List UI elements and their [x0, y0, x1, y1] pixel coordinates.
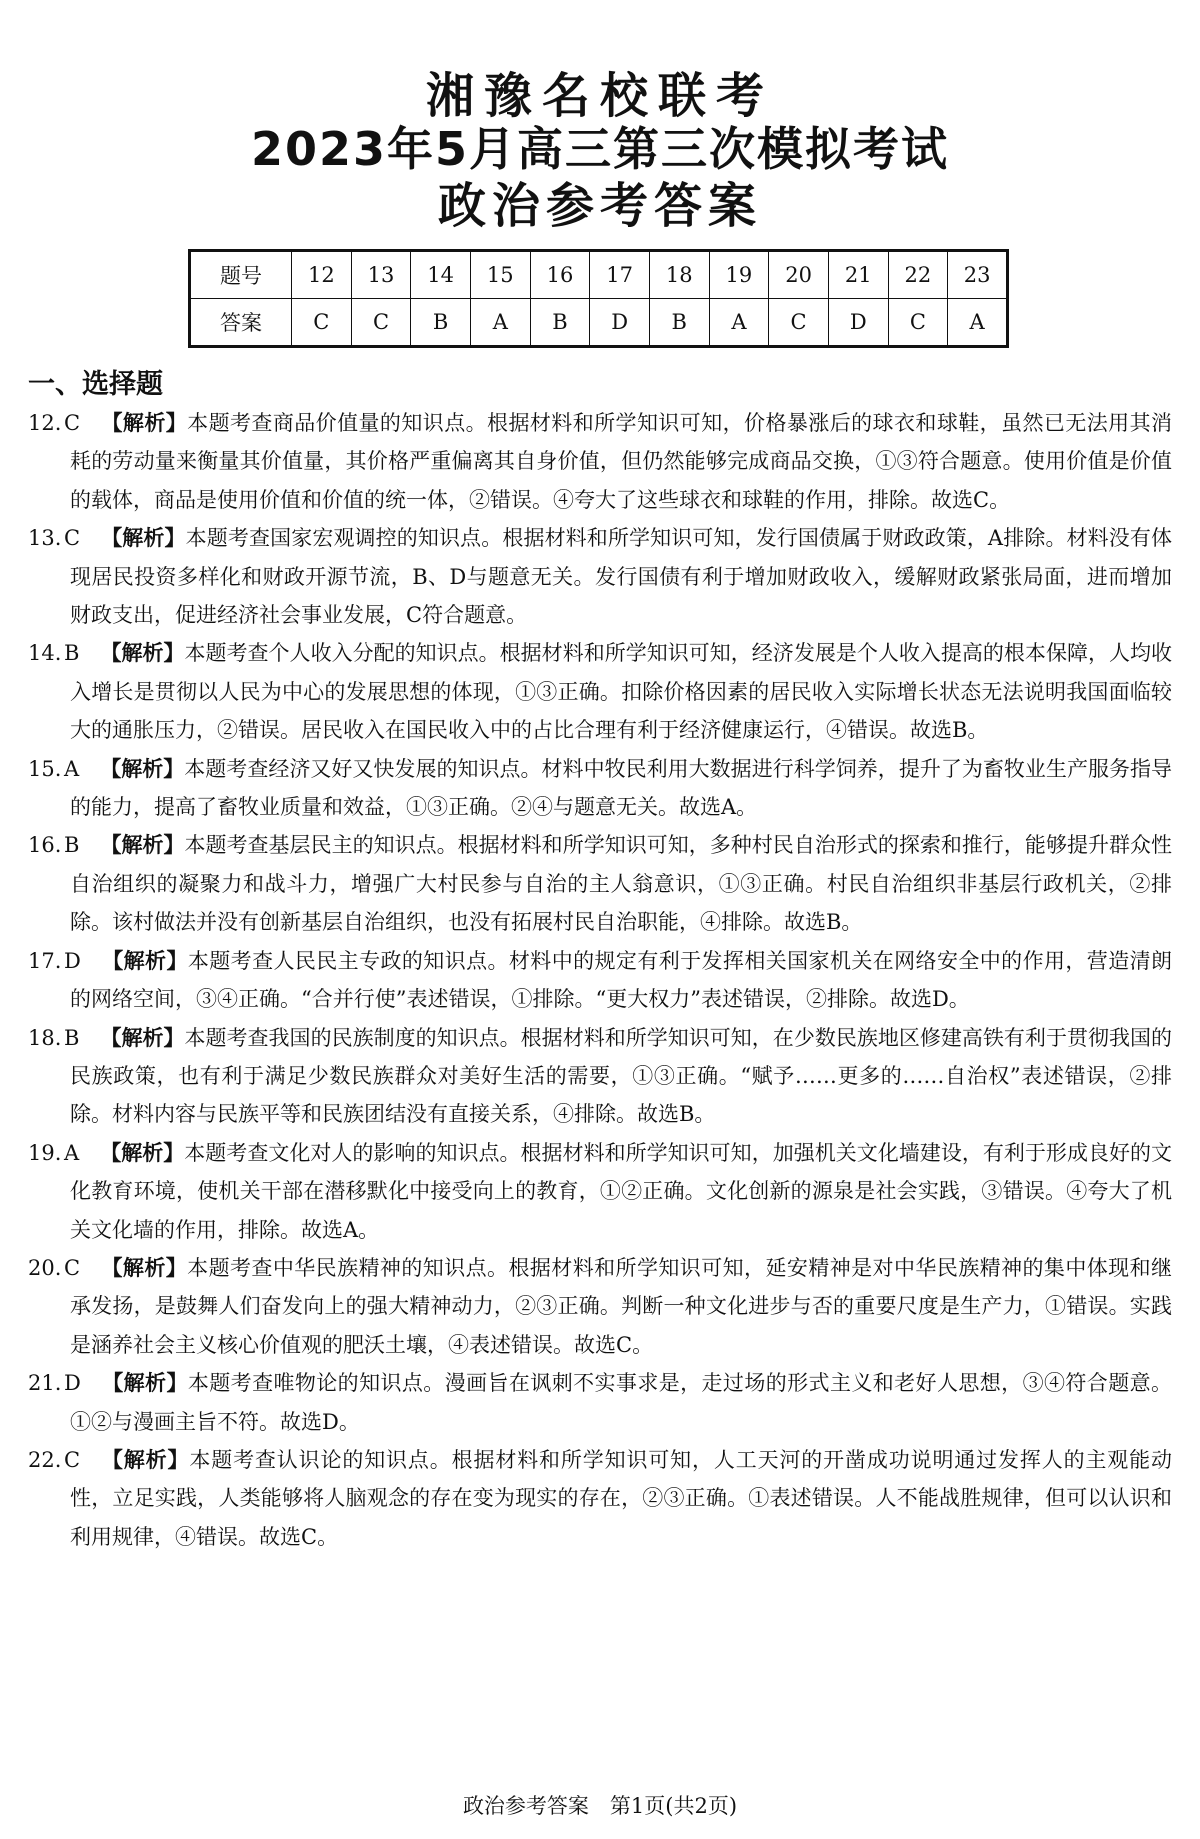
question-answer: A [64, 756, 80, 781]
answer-cell: B [649, 299, 709, 347]
question-explanation [28, 634, 1172, 749]
analysis-text: 本题考查我国的民族制度的知识点。根据材料和所学知识可知，在少数民族地区修建高铁有利于贯彻我国的民族政策，也有利于满足少数民族群众对美好生活的需要，①③正确。“赋予……更多的……自治权”表述错误，②排除。材料内容与民族平等和民族团结没有直接关系，④排除。故选B。 [70, 1025, 1173, 1127]
analysis-tag: 【解析】 [101, 947, 188, 973]
answer-cell: D [828, 299, 888, 347]
exam-org-title: 湘豫名校联考 [425, 68, 774, 124]
answer-cell: B [530, 299, 590, 347]
analysis-text: 本题考查国家宏观调控的知识点。根据材料和所学知识可知，发行国债属于财政政策，A排除。材料没有体现居民投资多样化和财政开源节流，B、D与题意无关。发行国债有利于增加财政收入，缓解财政紧张局面，进而增加财政支出，促进经济社会事业发展，C符合题意。 [70, 526, 1173, 628]
question-explanation [28, 1134, 1172, 1249]
analysis-text: 本题考查经济又好又快发展的知识点。材料中牧民利用大数据进行科学饲养，提升了为畜牧业生产服务指导的能力，提高了畜牧业质量和效益，①③正确。②④与题意无关。故选A。 [70, 756, 1173, 820]
exam-name-title: 2023年5月高三第三次模拟考试 [250, 122, 950, 176]
question-number-cell: 17 [590, 251, 650, 299]
question-number: 20. [28, 1255, 62, 1280]
answer-cell: C [769, 299, 829, 347]
question-explanation [28, 826, 1172, 941]
question-number: 14. [28, 641, 62, 666]
question-explanation [28, 519, 1172, 634]
question-number: 13. [28, 526, 62, 551]
question-answer: D [64, 1371, 81, 1396]
answer-cell: D [590, 299, 650, 347]
answer-cell: A [948, 299, 1008, 347]
question-explanation [28, 404, 1172, 519]
question-number: 19. [28, 1140, 62, 1165]
question-number: 22. [28, 1447, 62, 1472]
analysis-text: 本题考查唯物论的知识点。漫画旨在讽刺不实事求是，走过场的形式主义和老好人思想，③④符合题意。①②与漫画主旨不符。故选D。 [70, 1371, 1172, 1434]
answer-row [190, 299, 1008, 347]
question-number: 15. [28, 756, 62, 781]
analysis-text: 本题考查基层民主的知识点。根据材料和所学知识可知，多种村民自治形式的探索和推行，能够提升群众性自治组织的凝聚力和战斗力，增强广大村民参与自治的主人翁意识，①③正确。村民自治组织非基层行政机关，②排除。该村做法并没有创新基层自治组织，也没有拓展村民自治职能，④排除。故选B。 [70, 833, 1173, 935]
question-list [28, 404, 1172, 1556]
analysis-text: 本题考查中华民族精神的知识点。根据材料和所学知识可知，延安精神是对中华民族精神的集中体现和继承发扬，是鼓舞人们奋发向上的强大精神动力，②③正确。判断一种文化进步与否的重要尺度是生产力，①错误。实践是涵养社会主义核心价值观的肥沃土壤，④表述错误。故选C。 [70, 1255, 1172, 1357]
question-number-cell: 22 [888, 251, 948, 299]
question-answer: A [64, 1140, 80, 1165]
analysis-text: 本题考查人民民主专政的知识点。材料中的规定有利于发挥相关国家机关在网络安全中的作用，营造清朗的网络空间，③④正确。“合并行使”表述错误，①排除。“更大权力”表述错误，②排除。故选D。 [70, 948, 1172, 1012]
analysis-tag: 【解析】 [101, 1370, 188, 1396]
analysis-text: 本题考查认识论的知识点。根据材料和所学知识可知，人工天河的开凿成功说明通过发挥人的主观能动性，立足实践，人类能够将人脑观念的存在变为现实的存在，②③正确。①表述错误。人不能战胜规律，但可以认识和利用规律，④错误。故选C。 [70, 1447, 1172, 1549]
question-explanation [28, 1364, 1172, 1441]
answer-cell: C [351, 299, 411, 347]
question-number-cell: 13 [351, 251, 411, 299]
answer-table [188, 249, 1009, 348]
doc-title: 政治参考答案 [437, 178, 762, 234]
question-number-cell: 20 [769, 251, 829, 299]
question-number-cell: 21 [828, 251, 888, 299]
page-footer: 政治参考答案 第1页(共2页) [462, 1794, 738, 1818]
question-number: 12. [28, 411, 62, 435]
analysis-text: 本题考查个人收入分配的知识点。根据材料和所学知识可知，经济发展是个人收入提高的根本保障，人均收入增长是贯彻以人民为中心的发展思想的体现，①③正确。扣除价格因素的居民收入实际增长状态无法说明我国面临较大的通胀压力，②错误。居民收入在国民收入中的占比合理有利于经济健康运行，④错误。故选B。 [70, 641, 1173, 743]
question-number-cell: 12 [292, 251, 352, 299]
analysis-tag: 【解析】 [101, 1254, 188, 1280]
question-explanation [28, 1441, 1172, 1556]
question-answer: B [64, 833, 80, 858]
analysis-text: 本题考查商品价值量的知识点。根据材料和所学知识可知，价格暴涨后的球衣和球鞋，虽然已无法用其消耗的劳动量来衡量其价值量，其价格严重偏离其自身价值，但仍然能够完成商品交换，①③符合题意。使用价值是价值的载体，商品是使用价值和价值的统一体，②错误。④夸大了这些球衣和球鞋的作用，排除。故选C。 [70, 411, 1172, 512]
row-label: 题号 [190, 251, 292, 299]
question-number: 18. [28, 1025, 62, 1050]
question-answer: C [64, 1255, 81, 1280]
analysis-text: 本题考查文化对人的影响的知识点。根据材料和所学知识可知，加强机关文化墙建设，有利于形成良好的文化教育环境，使机关干部在潜移默化中接受向上的教育，①②正确。文化创新的源泉是社会实践，③错误。④夸大了机关文化墙的作用，排除。故选A。 [70, 1140, 1173, 1242]
question-number-cell: 18 [649, 251, 709, 299]
analysis-tag: 【解析】 [100, 1024, 185, 1050]
question-answer: B [64, 1025, 80, 1050]
answer-cell: C [292, 299, 352, 347]
analysis-tag: 【解析】 [100, 832, 185, 858]
answer-cell: C [888, 299, 948, 347]
question-answer: C [64, 1447, 81, 1472]
question-number-cell: 19 [709, 251, 769, 299]
analysis-tag: 【解析】 [100, 1139, 185, 1165]
answer-cell: A [709, 299, 769, 347]
question-explanation [28, 942, 1172, 1019]
analysis-tag: 【解析】 [100, 755, 185, 781]
question-number-cell: 15 [470, 251, 530, 299]
answer-cell: A [470, 299, 530, 347]
question-answer: C [64, 411, 81, 435]
question-number-cell: 14 [411, 251, 471, 299]
question-answer: C [64, 526, 81, 551]
analysis-tag: 【解析】 [101, 410, 188, 435]
question-number-cell: 16 [530, 251, 590, 299]
question-answer: D [64, 948, 81, 973]
question-explanation [28, 1019, 1172, 1134]
question-number: 16. [28, 833, 62, 858]
question-number: 17. [28, 948, 62, 973]
analysis-tag: 【解析】 [101, 1446, 190, 1472]
analysis-tag: 【解析】 [101, 525, 186, 551]
question-number: 21. [28, 1371, 62, 1396]
analysis-tag: 【解析】 [100, 640, 185, 666]
question-explanation [28, 750, 1172, 827]
section-title: 一、选择题 [28, 369, 163, 400]
question-explanation [28, 1249, 1172, 1364]
question-number-row [190, 251, 1008, 299]
answer-cell: B [411, 299, 471, 347]
row-label: 答案 [190, 299, 292, 347]
question-number-cell: 23 [948, 251, 1008, 299]
question-answer: B [64, 641, 80, 666]
